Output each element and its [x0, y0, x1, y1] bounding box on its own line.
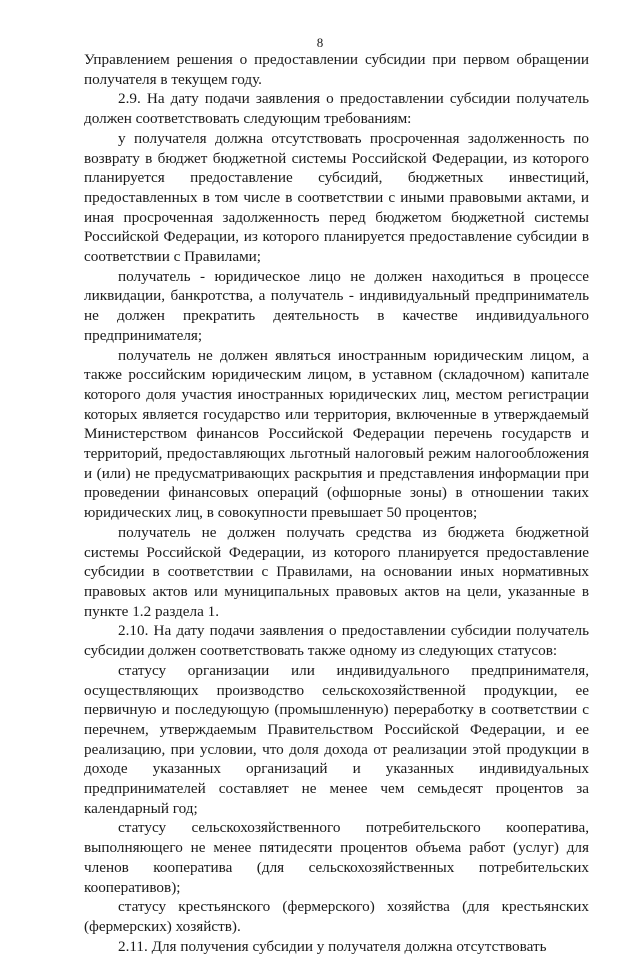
paragraph: получатель не должен получать средства из бюджета бюджетной системы Российской Федерации, из которого планируется предоставление субсидии в соответствии с Правилами, на основании иных нормативных правовых актов или муниципальных правовых актов на цели, указанные в пункте 1.2 раздела 1.	[84, 523, 589, 620]
paragraph: у получателя должна отсутствовать просроченная задолженность по возврату в бюджет бюджетной системы Российской Федерации, из которого планируется предоставление субсидий, бюджетных инвестиций, предоставленных в том числе в соответствии с иными правовыми актами, и иная просроченная задолженность перед бюджетом бюджетной системы Российской Федерации, из которого планируется предоставление субсидии в соответствии с Правилами;	[84, 129, 589, 266]
paragraph: статусу организации или индивидуального предпринимателя, осуществляющих производство сельскохозяйственной продукции, ее первичную и последующую (промышленную) переработку в соответствии с перечнем, утверждаемым Правительством Российской Федерации, и ее реализацию, при условии, что доля дохода от реализации этой продукции в доходе указанных организаций и указанных индивидуальных предпринимателей составляет не менее чем семьдесят процентов за календарный год;	[84, 661, 589, 817]
paragraph: получатель - юридическое лицо не должен находиться в процессе ликвидации, банкротства, а получатель - индивидуальный предприниматель не должен прекратить деятельность в качестве индивидуального предпринимателя;	[84, 267, 589, 344]
paragraph: 2.10. На дату подачи заявления о предоставлении субсидии получатель субсидии должен соответствовать также одному из следующих статусов:	[84, 622, 589, 660]
paragraph: получатель не должен являться иностранным юридическим лицом, а также российским юридическим лицом, в уставном (складочном) капитале которого доля участия иностранных юридических лиц, местом регистрации которых является государство или территория, включенные в утверждаемый Министерством финансов Российской Федерации перечень государств и территорий, предоставляющих льготный налоговый режим налогообложения и (или) не предусматривающих раскрытия и представления информации при проведении финансовых операций (офшорные зоны) в отношении таких юридических лиц, в совокупности превышает 50 процентов;	[84, 346, 589, 522]
paragraph: статусу крестьянского (фермерского) хозяйства (для крестьянских (фермерских) хозяйств).	[84, 898, 589, 935]
paragraph: 2.11. Для получения субсидии у получателя должна отсутствовать	[118, 937, 547, 955]
document-body	[84, 50, 589, 956]
paragraph: 2.9. На дату подачи заявления о предоставлении субсидии получатель должен соответствовать следующим требованиям:	[84, 90, 589, 128]
paragraph: статусу сельскохозяйственного потребительского кооператива, выполняющего не менее пятидесяти процентов объема работ (услуг) для членов кооператива (для сельскохозяйственных потребительских кооперативов);	[84, 819, 589, 896]
paragraph: Управлением решения о предоставлении субсидии при первом обращении получателя в текущем году.	[84, 51, 589, 88]
page-number: 8	[316, 35, 324, 50]
